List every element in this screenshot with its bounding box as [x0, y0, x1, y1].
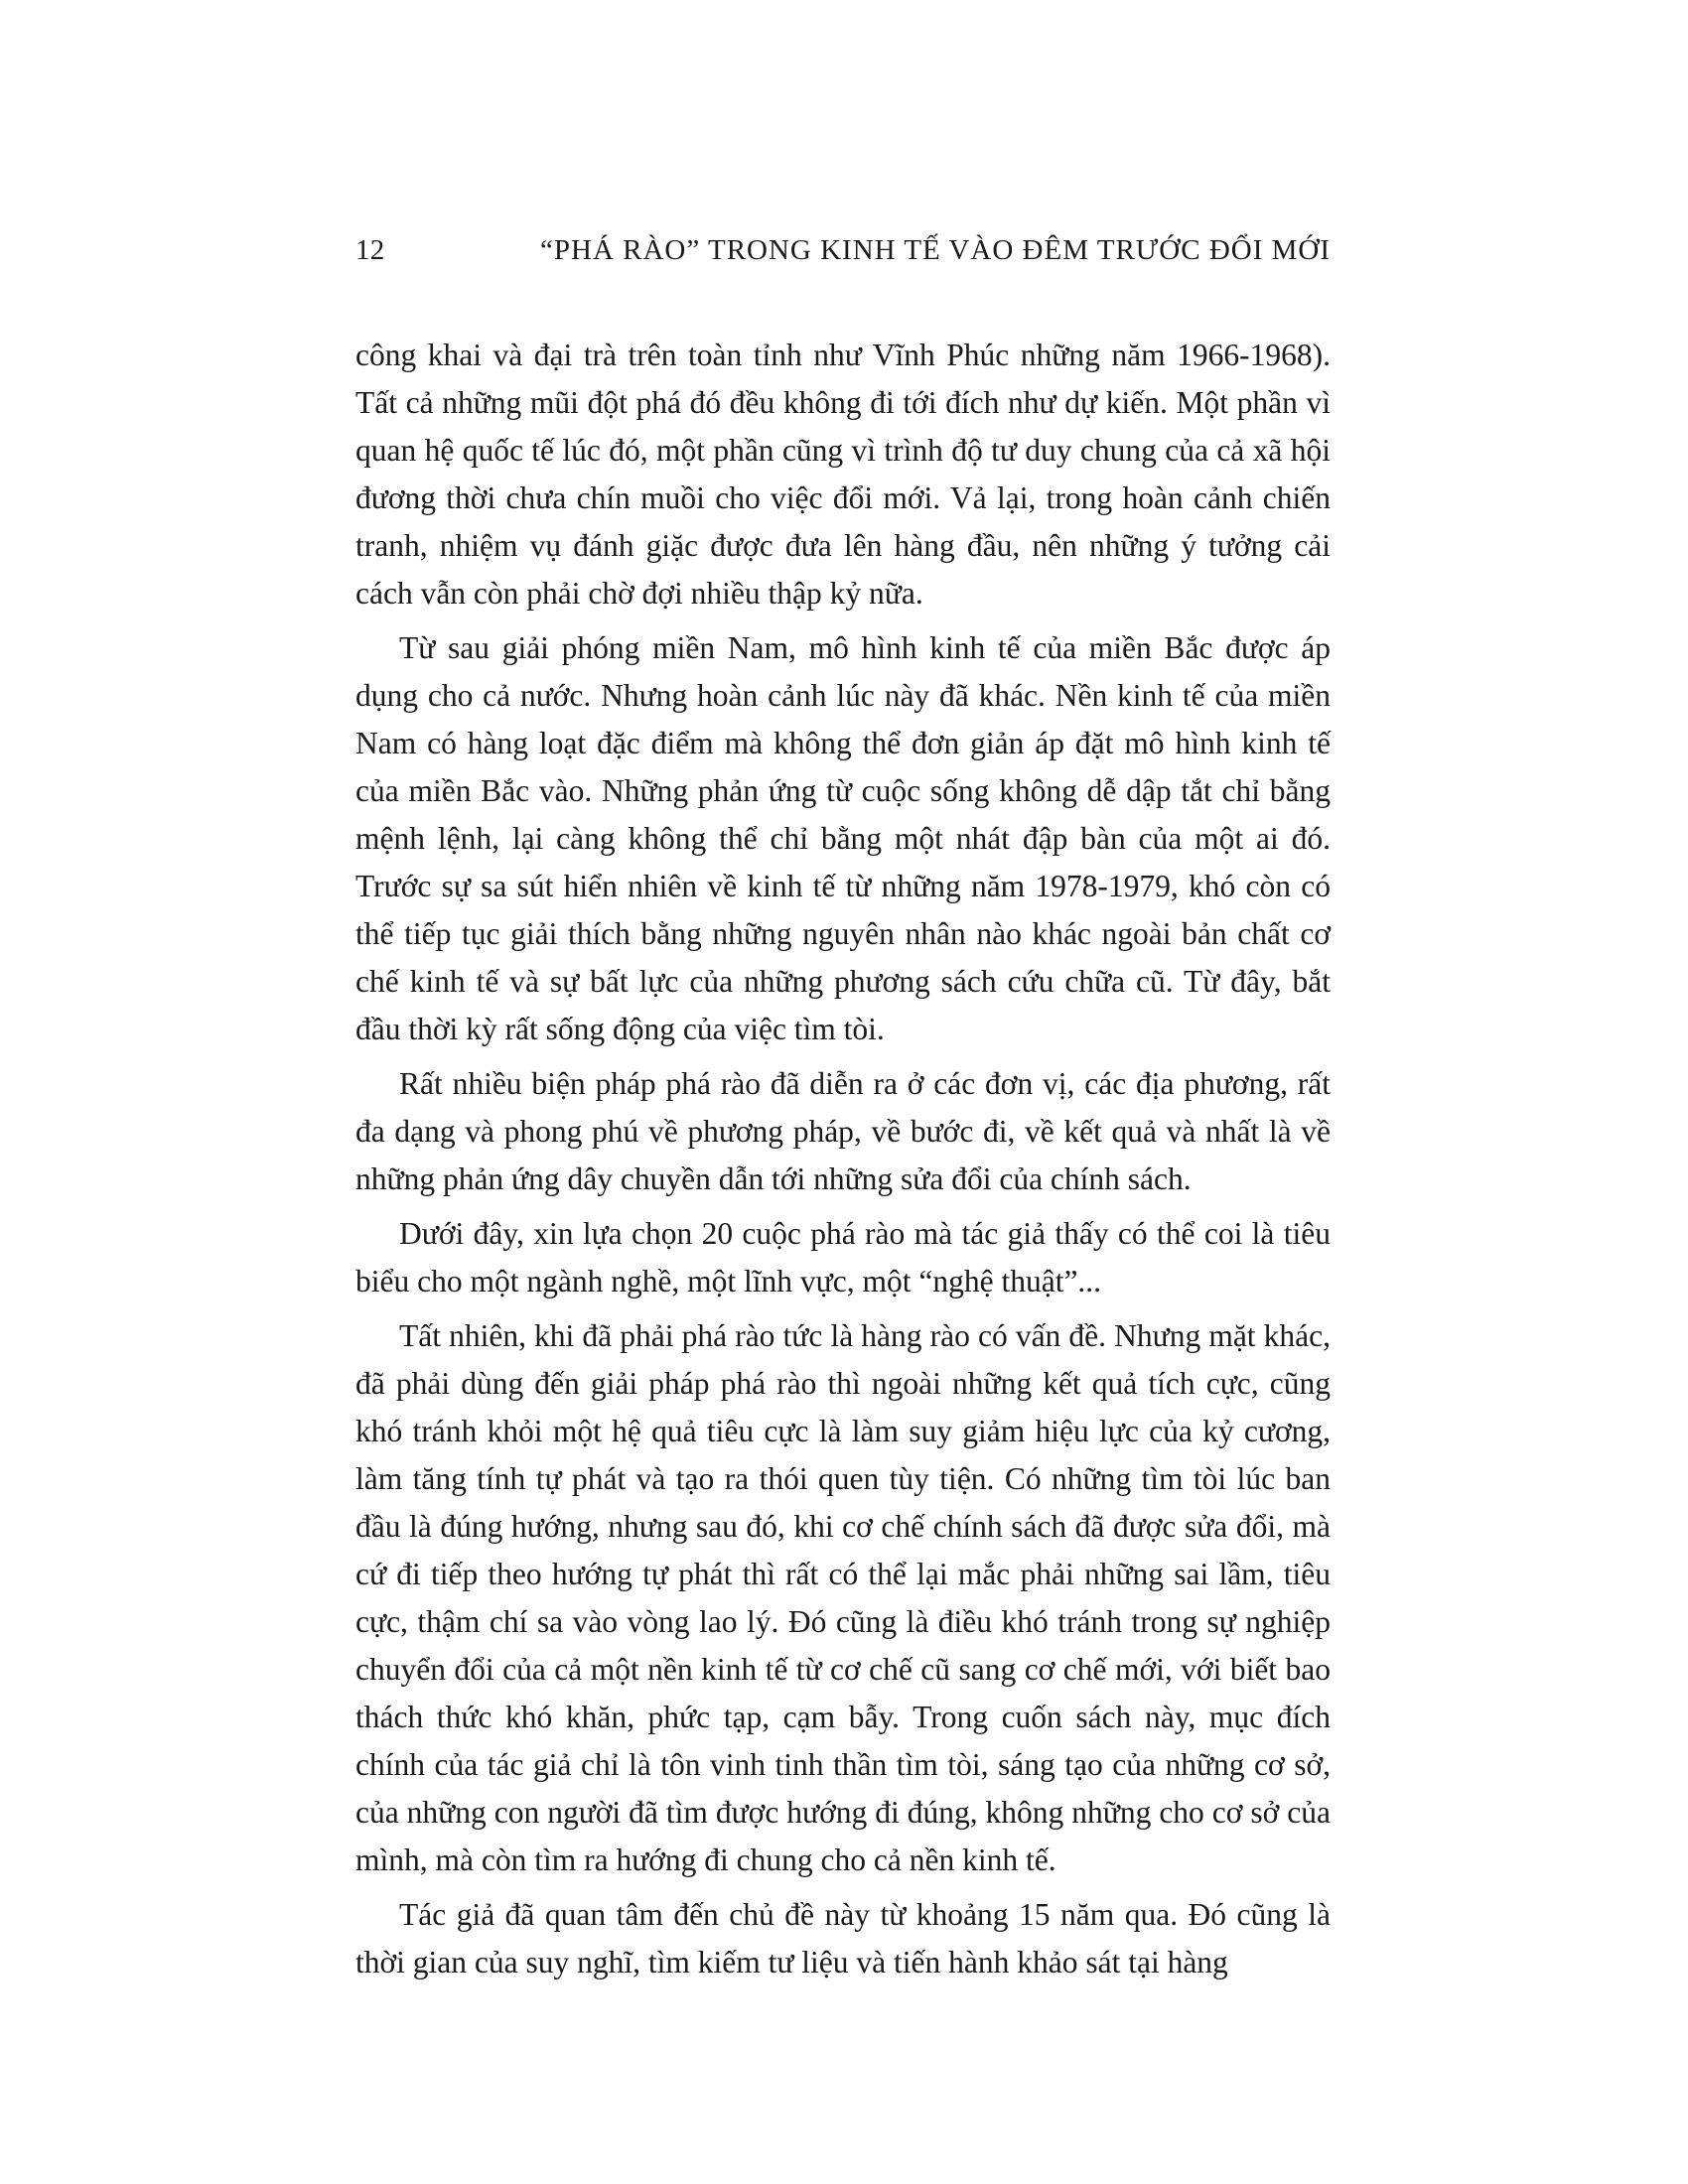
paragraph: Dưới đây, xin lựa chọn 20 cuộc phá rào mà tác giả thấy có thể coi là tiêu biểu cho một ngành nghề, một lĩnh vực, một “nghệ thuật”... [355, 1216, 1331, 1298]
paragraph: Tất nhiên, khi đã phải phá rào tức là hàng rào có vấn đề. Nhưng mặt khác, đã phải dùng đến giải pháp phá rào thì ngoài những kết quả tích cực, cũng khó tránh khỏi một hệ quả tiêu cực là làm suy giảm hiệu lực của kỷ cương, làm tăng tính tự phát và tạo ra thói quen tùy tiện. Có những tìm tòi lúc ban đầu là đúng hướng, nhưng sau đó, khi cơ chế chính sách đã được sửa đổi, mà cứ đi tiếp theo hướng tự phát thì rất có thể lại mắc phải những sai lầm, tiêu cực, thậm chí sa vào vòng lao lý. Đó cũng là điều khó tránh trong sự nghiệp chuyển đổi của cả một nền kinh tế từ cơ chế cũ sang cơ chế mới, với biết bao thách thức khó khăn, phức tạp, cạm bẫy. Trong cuốn sách này, mục đích chính của tác giả chỉ là tôn vinh tinh thần tìm tòi, sáng tạo của những cơ sở, của những con người đã tìm được hướng đi đúng, không những cho cơ sở của mình, mà còn tìm ra hướng đi chung cho cả nền kinh tế. [355, 1318, 1331, 1877]
body-text [355, 332, 1331, 1993]
paragraph: Rất nhiều biện pháp phá rào đã diễn ra ở các đơn vị, các địa phương, rất đa dạng và phong phú về phương pháp, về bước đi, về kết quả và nhất là về những phản ứng dây chuyền dẫn tới những sửa đổi của chính sách. [355, 1066, 1331, 1196]
paragraph: Tác giả đã quan tâm đến chủ đề này từ khoảng 15 năm qua. Đó cũng là thời gian của suy nghĩ, tìm kiếm tư liệu và tiến hành khảo sát tại hàng [355, 1897, 1331, 1979]
paragraph: Từ sau giải phóng miền Nam, mô hình kinh tế của miền Bắc được áp dụng cho cả nước. Nhưng hoàn cảnh lúc này đã khác. Nền kinh tế của miền Nam có hàng loạt đặc điểm mà không thể đơn giản áp đặt mô hình kinh tế của miền Bắc vào. Những phản ứng từ cuộc sống không dễ dập tắt chỉ bằng mệnh lệnh, lại càng không thể chỉ bằng một nhát đập bàn của một ai đó. Trước sự sa sút hiển nhiên về kinh tế từ những năm 1978-1979, khó còn có thể tiếp tục giải thích bằng những nguyên nhân nào khác ngoài bản chất cơ chế kinh tế và sự bất lực của những phương sách cứu chữa cũ. Từ đây, bắt đầu thời kỳ rất sống động của việc tìm tòi. [355, 630, 1331, 1046]
paragraph: công khai và đại trà trên toàn tỉnh như Vĩnh Phúc những năm 1966-1968). Tất cả những mũi đột phá đó đều không đi tới đích như dự kiến. Một phần vì quan hệ quốc tế lúc đó, một phần cũng vì trình độ tư duy chung của cả xã hội đương thời chưa chín muồi cho việc đổi mới. Vả lại, trong hoàn cảnh chiến tranh, nhiệm vụ đánh giặc được đưa lên hàng đầu, nên những ý tưởng cải cách vẫn còn phải chờ đợi nhiều thập kỷ nữa. [355, 338, 1331, 611]
running-title: “PHÁ RÀO” TRONG KINH TẾ VÀO ĐÊM TRƯỚC ĐỔI MỚI [540, 234, 1331, 266]
running-header [355, 234, 1331, 267]
page-number: 12 [355, 234, 385, 266]
